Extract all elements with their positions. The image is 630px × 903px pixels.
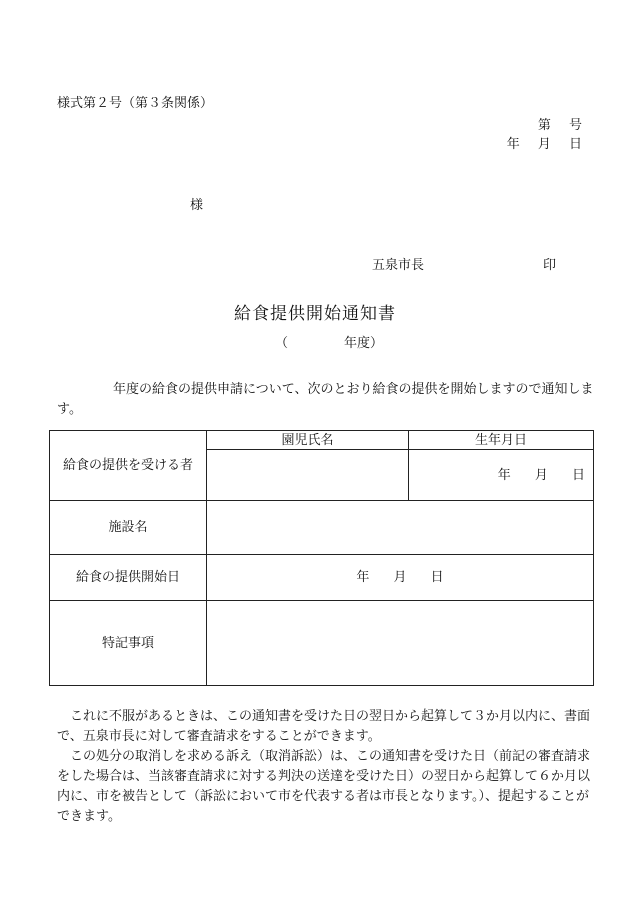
issue-date-line: 年 月 日: [506, 137, 582, 152]
issuer-name: 五泉市長: [372, 258, 425, 273]
fiscal-year-line: [275, 337, 383, 350]
recipient-honorific: 様: [190, 198, 204, 213]
start-date-cell: 年 月 日: [207, 555, 594, 601]
notes-cell: [207, 601, 594, 686]
notification-table: [49, 430, 594, 686]
appeal-paragraph-1: これに不服があるときは、この通知書を受けた日の翌日から起算して３か月以内に、書面で、五泉市長に対して審査請求をすることができます。: [57, 709, 591, 744]
fiscal-year-close: 年度）: [344, 336, 384, 351]
fiscal-year-open: （: [275, 336, 289, 351]
recipient-label: 給食の提供を受ける者: [50, 431, 207, 501]
birthdate-cell: 年 月 日: [409, 450, 594, 501]
document-title: 給食提供開始通知書: [234, 304, 396, 324]
intro-paragraph: 年度の給食の提供申請について、次のとおり給食の提供を開始しますので通知します。: [57, 382, 594, 417]
seal-mark: 印: [543, 258, 557, 273]
child-name-cell: [207, 450, 409, 501]
appeal-notice: [57, 707, 595, 827]
document-number-line: 第 号: [537, 118, 582, 133]
notes-label: 特記事項: [50, 601, 207, 686]
child-name-header: 園児氏名: [207, 431, 409, 450]
form-number: 様式第２号（第３条関係）: [57, 96, 214, 111]
appeal-paragraph-2: この処分の取消しを求める訴え（取消訴訟）は、この通知書を受けた日（前記の審査請求をした場合は、当該審査請求に対する判決の送達を受けた日）の翌日から起算して６か月以内に、市を被告として（訴訟において市を代表する者は市長となります。）、提起することができます。: [57, 749, 591, 824]
facility-label: 施設名: [50, 501, 207, 555]
facility-cell: [207, 501, 594, 555]
birthdate-header: 生年月日: [409, 431, 594, 450]
start-date-label: 給食の提供開始日: [50, 555, 207, 601]
